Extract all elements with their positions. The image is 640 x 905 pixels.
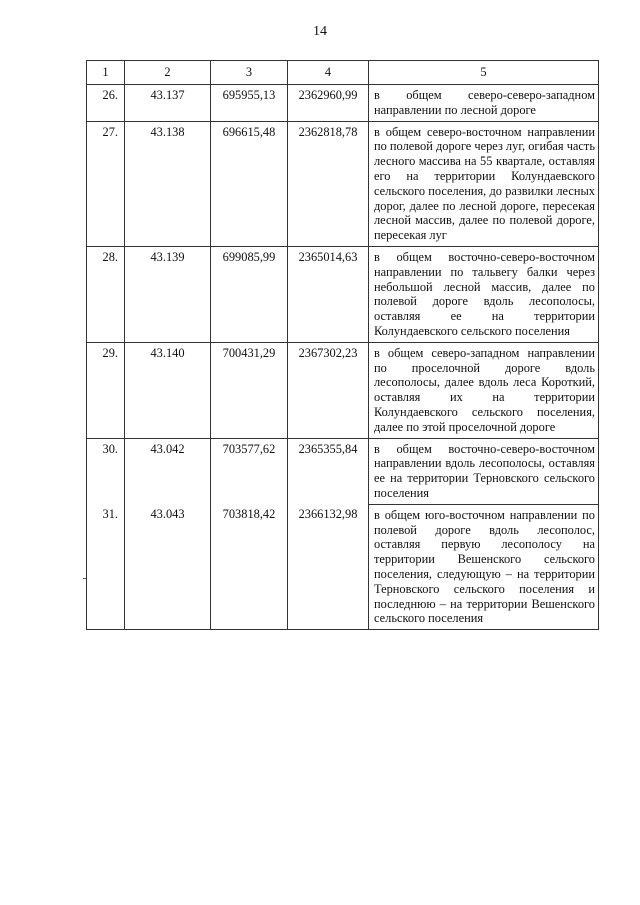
coordinate-y: 2365014,63 [288,246,369,342]
table-row [87,438,599,504]
boundary-description: в общем северо-восточном направлении по полевой дороге через луг, огибая часть лесного массива на 55 квартале, оставляя его на территории Колундаевского сельского поселения, до развилки лесных дорог, далее по лесной дороге, пересекая лесной массив, далее по полевой дороге, пересекая луг [369,121,599,246]
column-header-4: 4 [288,61,369,85]
coordinate-x: 696615,48 [211,121,288,246]
coordinate-x: 703577,62 [211,438,288,504]
point-code: 43.042 [125,438,211,504]
table-row [87,504,599,629]
point-code: 43.138 [125,121,211,246]
table-row [87,121,599,246]
row-number: 27. [87,121,125,246]
page-number: 14 [313,24,327,39]
row-number: 28. [87,246,125,342]
point-code: 43.043 [125,504,211,629]
column-header-1: 1 [87,61,125,85]
row-number: 31. [87,504,125,629]
boundary-description: в общем северо-северо-западном направлении по лесной дороге [369,85,599,122]
boundary-description: в общем восточно-северо-восточном направлении по тальвегу балки через небольшой лесной массив, далее по полевой дороге вдоль лесополосы, оставляя ее на территории Колундаевского сельского поселения [369,246,599,342]
coordinate-y: 2366132,98 [288,504,369,629]
table-row [87,85,599,122]
column-header-3: 3 [211,61,288,85]
coordinate-y: 2362960,99 [288,85,369,122]
coordinate-y: 2362818,78 [288,121,369,246]
coordinate-y: 2365355,84 [288,438,369,504]
table-row [87,246,599,342]
point-code: 43.139 [125,246,211,342]
row-number: 29. [87,342,125,438]
point-code: 43.137 [125,85,211,122]
boundary-description: в общем юго-восточном направлении по полевой дороге вдоль лесополос, оставляя первую лесополосу на территории Вешенского сельского поселения, следующую – на территории Терновского сельского поселения и последнюю – на территории Вешенского сельского поселения [369,504,599,629]
column-header-2: 2 [125,61,211,85]
column-header-5: 5 [369,61,599,85]
boundary-description: в общем восточно-северо-восточном направлении вдоль лесополосы, оставляя ее на территории Терновского сельского поселения [369,438,599,504]
coordinate-x: 699085,99 [211,246,288,342]
row-number: 30. [87,438,125,504]
table-header-row [87,61,599,85]
coordinate-x: 700431,29 [211,342,288,438]
table-row [87,342,599,438]
coordinate-x: 695955,13 [211,85,288,122]
boundary-description: в общем северо-западном направлении по проселочной дороге вдоль лесополосы, далее вдоль леса Короткий, оставляя их на территории Колундаевского сельского поселения, далее по этой проселочной дороге [369,342,599,438]
boundary-table-container [86,60,598,630]
point-code: 43.140 [125,342,211,438]
boundary-points-table [86,60,599,630]
coordinate-x: 703818,42 [211,504,288,629]
coordinate-y: 2367302,23 [288,342,369,438]
row-number: 26. [87,85,125,122]
